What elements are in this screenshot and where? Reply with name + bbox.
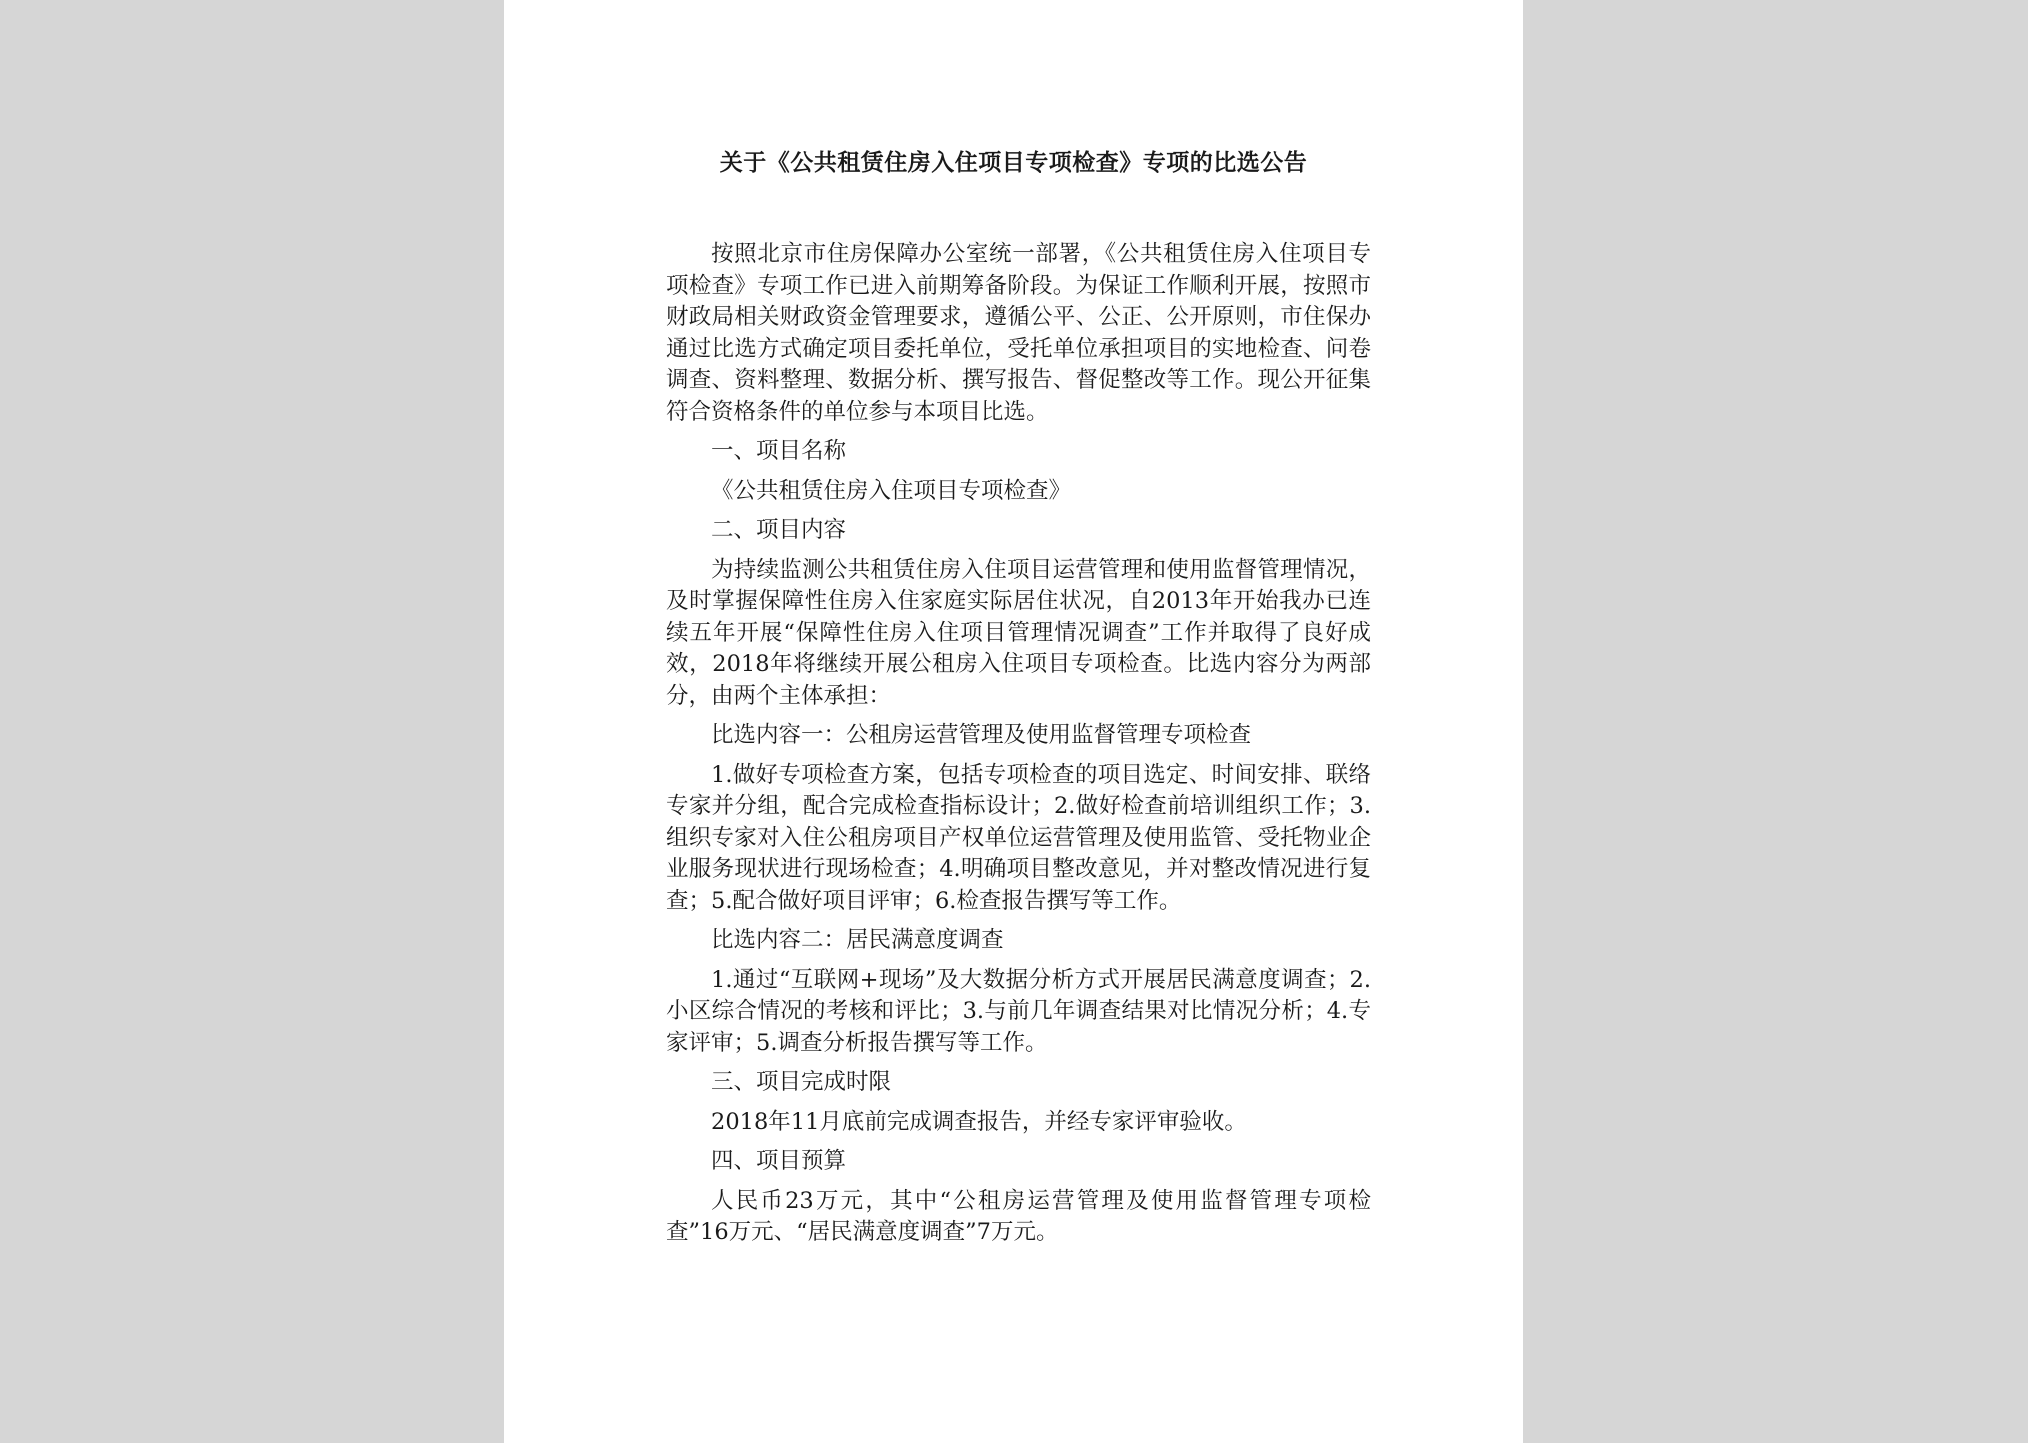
deadline-text: 2018年11月底前完成调查报告，并经专家评审验收。 [711, 1108, 1247, 1135]
intro-paragraph: 按照北京市住房保障办公室统一部署，《公共租赁住房入住项目专项检查》专项工作已进入前期筹备阶段。为保证工作顺利开展，按照市财政局相关财政资金管理要求，遵循公平、公正、公开原则，市住保办通过比选方式确定项目委托单位，受托单位承担项目的实地检查、问卷调查、资料整理、数据分析、撰写报告、督促整改等工作。现公开征集符合资格条件的单位参与本项目比选。 [666, 241, 1371, 425]
selection-content-one-heading: 比选内容一：公租房运营管理及使用监督管理专项检查 [711, 722, 1252, 748]
document-body [666, 239, 1371, 1257]
section-heading-project-name: 一、项目名称 [711, 438, 847, 464]
selection-content-one-paragraph: 1.做好专项检查方案，包括专项检查的项目选定、时间安排、联络专家并分组，配合完成检查指标设计；2.做好检查前培训组织工作；3.组织专家对入住公租房项目产权单位运营管理及使用监管、受托物业企业服务现状进行现场检查；4.明确项目整改意见，并对整改情况进行复查；5.配合做好项目评审；6.检查报告撰写等工作。 [666, 761, 1371, 914]
section-heading-deadline: 三、项目完成时限 [711, 1069, 892, 1095]
project-name-text: 《公共租赁住房入住项目专项检查》 [711, 477, 1072, 504]
section-heading-project-content: 二、项目内容 [711, 517, 847, 543]
document-page [504, 0, 1523, 1443]
document-title: 关于《公共租赁住房入住项目专项检查》专项的比选公告 [719, 149, 1308, 176]
budget-paragraph: 人民币23万元，其中“公租房运营管理及使用监督管理专项检查”16万元、“居民满意度调查”7万元。 [666, 1187, 1371, 1245]
section-heading-budget: 四、项目预算 [711, 1148, 847, 1174]
selection-content-two-heading: 比选内容二：居民满意度调查 [711, 927, 1004, 953]
selection-content-two-paragraph: 1.通过“互联网+现场”及大数据分析方式开展居民满意度调查；2.小区综合情况的考核和评比；3.与前几年调查结果对比情况分析；4.专家评审；5.调查分析报告撰写等工作。 [666, 966, 1371, 1056]
project-content-paragraph: 为持续监测公共租赁住房入住项目运营管理和使用监督管理情况，及时掌握保障性住房入住家庭实际居住状况，自2013年开始我办已连续五年开展“保障性住房入住项目管理情况调查”工作并取得了良好成效，2018年将继续开展公租房入住项目专项检查。比选内容分为两部分，由两个主体承担： [666, 556, 1371, 709]
